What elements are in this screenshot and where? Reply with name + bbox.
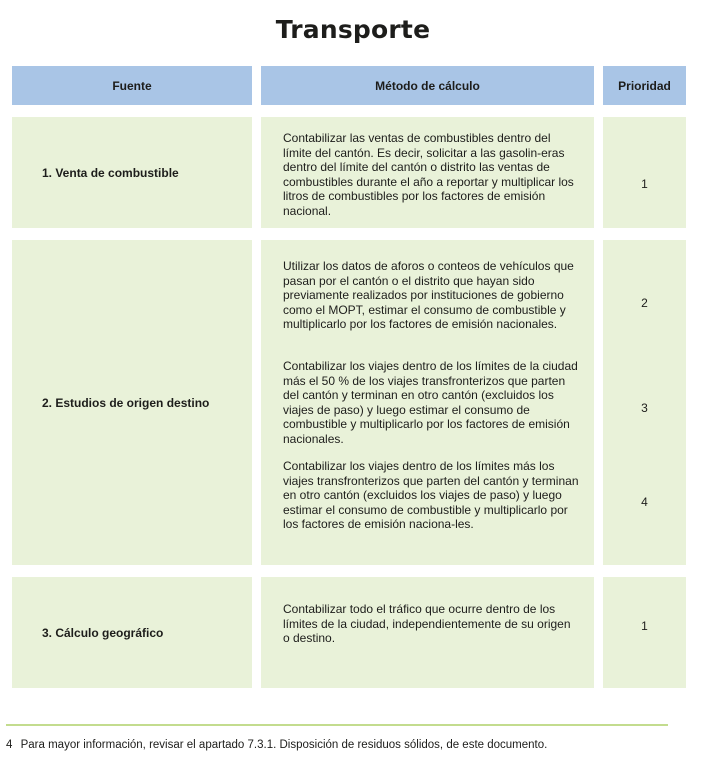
fuente-label: 2. Estudios de origen destino (42, 395, 210, 410)
priority-value: 4 (641, 495, 648, 509)
header-prioridad-label: Prioridad (618, 78, 671, 93)
method-text: Utilizar los datos de aforos o conteos de vehículos que pasan por el cantón o el distrito que hayan sido previamente realizados por instituciones de gobierno como el MOPT, estimar el consumo de combustible y multiplicarlo por los factores de emisión nacionales. (283, 259, 574, 331)
priority-value: 3 (641, 401, 648, 415)
footnote-divider (6, 724, 668, 726)
page-title: Transporte (275, 15, 431, 44)
table-row-2-metodo (261, 240, 594, 565)
table-row-3-prioridad (603, 577, 686, 688)
table-row-2-fuente (12, 240, 252, 565)
table-row-2-prioridad (603, 240, 686, 565)
priority-value: 2 (641, 296, 648, 310)
table-row-3-fuente (12, 577, 252, 688)
table-row-1-metodo (261, 117, 594, 228)
footnote-number: 4 (6, 739, 13, 751)
method-text: Contabilizar los viajes dentro de los límites de la ciudad más el 50 % de los viajes transfronterizos que parten del cantón y terminan en otro cantón (excluidos los viajes de paso) y luego estimar el consumo de combustible y multiplicarlo por los factores de emisión nacionales. (283, 359, 578, 446)
table-row-1-fuente (12, 117, 252, 228)
table-row-1-prioridad (603, 117, 686, 228)
method-text: Contabilizar las ventas de combustibles dentro del límite del cantón. Es decir, solicitar a las gasolin-eras dentro del límite del cantón o distrito las ventas de combustibles durante el año a reportar y multiplicar los litros de combustibles por los factores de emisión nacional. (283, 131, 574, 218)
header-prioridad (603, 66, 686, 105)
priority-value: 1 (641, 619, 648, 633)
header-fuente-label: Fuente (112, 78, 152, 93)
footnote-text: Para mayor información, revisar el apartado 7.3.1. Disposición de residuos sólidos, de este documento. (20, 739, 548, 751)
method-text: Contabilizar todo el tráfico que ocurre dentro de los límites de la ciudad, independientemente de su origen o destino. (283, 602, 571, 645)
priority-value: 1 (641, 177, 648, 191)
fuente-label: 1. Venta de combustible (42, 165, 179, 180)
table-row-3-metodo (261, 577, 594, 688)
header-fuente (12, 66, 252, 105)
fuente-label: 3. Cálculo geográfico (42, 625, 164, 640)
footnote (6, 739, 547, 751)
header-metodo-label: Método de cálculo (375, 78, 480, 93)
header-metodo (261, 66, 594, 105)
method-text: Contabilizar los viajes dentro de los límites más los viajes transfronterizos que parten del cantón y terminan en otro cantón (excluidos los viajes de paso) y luego estimar el consumo de combustible y multiplicarlo por los factores de emisión naciona-les. (283, 459, 579, 531)
